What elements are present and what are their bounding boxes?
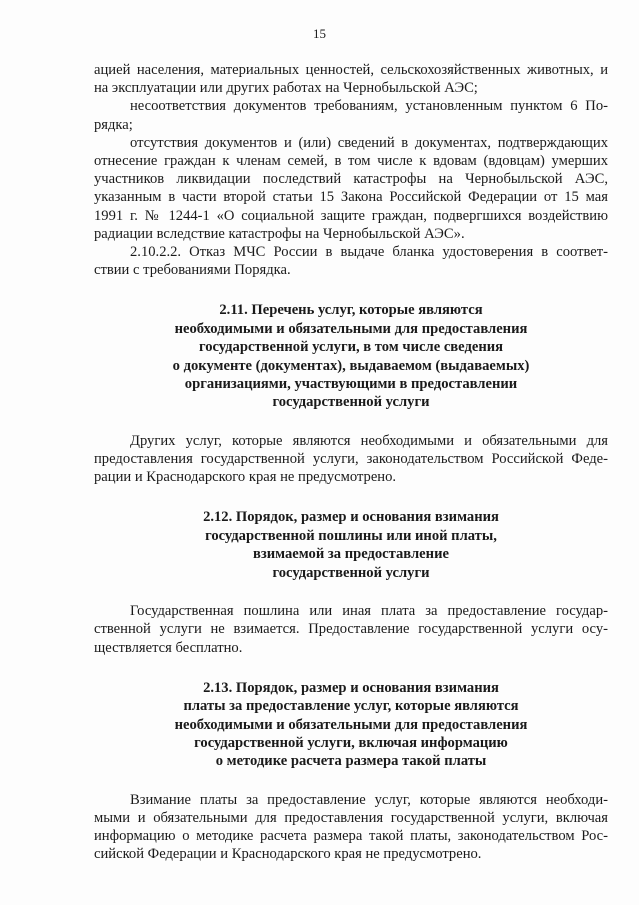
heading-line: государственной услуги — [272, 564, 430, 581]
heading-line: организациями, участвующими в предоставлении — [184, 376, 518, 393]
text-line: на эксплуатации или других работах на Чернобыльской АЭС; — [94, 80, 478, 97]
text-line: рации и Краснодарского края не предусмотрено. — [94, 469, 397, 486]
section-heading — [94, 301, 608, 411]
paragraph — [94, 791, 608, 864]
heading-line: 2.12. Порядок, размер и основания взимания — [203, 509, 499, 526]
text-line: отсутствия документов и (или) сведений в документах, подтверждающих — [130, 134, 608, 151]
text-line: ственной услуги не взимается. Предоставление государственной услуги осу- — [94, 621, 608, 638]
text-line: рядка; — [94, 116, 133, 133]
text-line: радиации вследствие катастрофы на Чернобыльской АЭС». — [94, 225, 465, 242]
heading-line: необходимыми и обязательными для предоставления — [174, 716, 528, 733]
paragraph — [94, 134, 608, 243]
text-line: 1991 г. № 1244-1 «О социальной защите граждан, подвергшихся воздействию — [94, 207, 608, 224]
heading-line: о документе (документах), выдаваемом (выдаваемых) — [172, 357, 530, 374]
heading-line: государственной услуги — [272, 394, 430, 411]
paragraph — [94, 432, 608, 487]
section-heading — [94, 679, 608, 771]
paragraph — [94, 61, 608, 97]
text-line: ствии с требованиями Порядка. — [94, 262, 291, 279]
heading-line: необходимыми и обязательными для предоставления — [174, 320, 528, 337]
text-line: 2.10.2.2. Отказ МЧС России в выдаче бланка удостоверения в соответ- — [130, 244, 608, 261]
text-line: участников ликвидации последствий катастрофы на Чернобыльской АЭС, — [94, 171, 608, 188]
text-line: отнесение граждан к членам семей, в том числе к вдовам (вдовцам) умерших — [94, 153, 608, 170]
heading-line: государственной пошлины или иной платы, — [205, 527, 497, 544]
text-line: информацию о методике расчета размера такой платы, законодательством Рос- — [94, 828, 608, 845]
page-number: 15 — [313, 26, 326, 41]
text-line: Государственная пошлина или иная плата за предоставление государ- — [130, 603, 608, 620]
text-line: ацией населения, материальных ценностей, сельскохозяйственных животных, и — [94, 62, 608, 78]
heading-line: взимаемой за предоставление — [253, 546, 449, 563]
heading-line: 2.11. Перечень услуг, которые являются — [219, 302, 483, 319]
heading-line: государственной услуги, в том числе сведения — [198, 339, 504, 356]
heading-line: платы за предоставление услуг, которые являются — [183, 698, 519, 715]
text-line: мыми и обязательными для предоставления государственной услуги, включая — [94, 809, 608, 826]
paragraph — [94, 97, 608, 133]
text-line: Других услуг, которые являются необходимыми и обязательными для — [130, 432, 608, 449]
section-heading — [94, 508, 608, 582]
text-line: указанным в части второй статьи 15 Закона Российской Федерации от 15 мая — [94, 189, 608, 206]
text-line: Взимание платы за предоставление услуг, которые являются необходи- — [130, 791, 608, 808]
text-line: предоставления государственной услуги, законодательством Российской Феде- — [94, 451, 608, 468]
paragraph — [94, 602, 608, 657]
paragraph — [94, 243, 608, 279]
document-body — [94, 61, 608, 864]
heading-line: государственной услуги, включая информацию — [194, 734, 508, 751]
text-line: сийской Федерации и Краснодарского края не предусмотрено. — [94, 846, 482, 863]
text-line: ществляется бесплатно. — [94, 639, 243, 656]
heading-line: о методике расчета размера такой платы — [215, 753, 487, 770]
heading-line: 2.13. Порядок, размер и основания взимания — [203, 679, 499, 696]
text-line: несоответствия документов требованиям, установленным пунктом 6 По- — [130, 98, 608, 115]
